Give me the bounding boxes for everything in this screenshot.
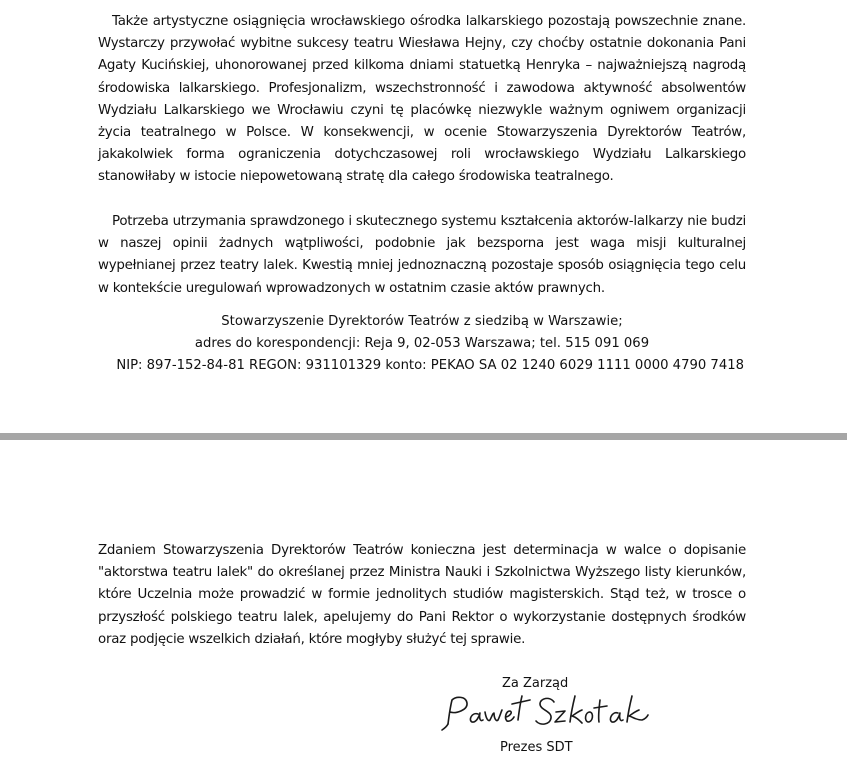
document-page-bottom xyxy=(0,440,847,777)
footer-address-line: adres do korespondencji: Reja 9, 02-053 Warszawa; tel. 515 091 069 xyxy=(194,335,650,351)
letterhead-footer xyxy=(98,311,746,376)
page-separator xyxy=(0,433,847,440)
paragraph-appeal: Zdaniem Stowarzyszenia Dyrektorów Teatrów konieczna jest determinacja w walce o dopisanie "aktorstwa teatru lalek" do określanej przez Ministra Nauki i Szkolnictwa Wyższego listy kierunków, które Uczelnia może prowadzić w formie jednolitych studiów magisterskich. Stąd też, w trosce o przyszłość polskiego teatru lalek, apelujemy do Pani Rektor o wykorzystanie dostępnych środków oraz podjęcie wszelkich działań, które mogłyby służyć tej sprawie. xyxy=(98,543,746,647)
paragraph-training-system xyxy=(98,211,746,300)
paragraph-2-text: Potrzeba utrzymania sprawdzonego i skutecznego systemu kształcenia aktorów-lalkarzy nie budzi w naszej opinii żadnych wątpliwości, podobnie jak bezsporna jest waga misji kulturalnej wypełnianej przez teatry lalek. Kwestią mniej jednoznaczną pozostaje sposób osiągnięcia tego celu w kontekście uregulowań wprowadzonych w ostatnim czasie aktów prawnych. xyxy=(98,214,746,296)
paragraph-1-text: Także artystyczne osiągnięcia wrocławskiego ośrodka lalkarskiego pozostają powszechnie znane. Wystarczy przywołać wybitne sukcesy teatru Wiesława Hejny, czy choćby ostatnie dokonania Pani Agaty Kucińskiej, uhonorowanej przed kilkoma dniami statuetką Henryka – najważniejszą nagrodą środowiska lalkarskiego. Profesjonalizm, wszechstronność i zawodowa aktywność absolwentów Wydziału Lalkarskiego we Wrocławiu czyni tę placówkę niezwykle ważnym ogniwem organizacji życia teatralnego w Polsce. W konsekwencji, w ocenie Stowarzyszenia Dyrektorów Teatrów, jakakolwiek forma ograniczenia dotychczasowej roli wrocławskiego Wydziału Lalkarskiego stanowiłaby w istocie niepowetowaną stratę dla całego środowiska teatralnego. xyxy=(98,14,746,185)
footer-registration-line: NIP: 897-152-84-81 REGON: 931101329 konto: PEKAO SA 02 1240 6029 1111 0000 4790 7418 xyxy=(116,357,744,373)
handwritten-signature xyxy=(436,690,652,740)
footer-organization-line: Stowarzyszenie Dyrektorów Teatrów z siedzibą w Warszawie; xyxy=(221,314,623,329)
signoff-label: Za Zarząd xyxy=(502,676,569,691)
signer-title: Prezes SDT xyxy=(500,740,573,755)
paragraph-artistic-achievements xyxy=(98,11,746,189)
